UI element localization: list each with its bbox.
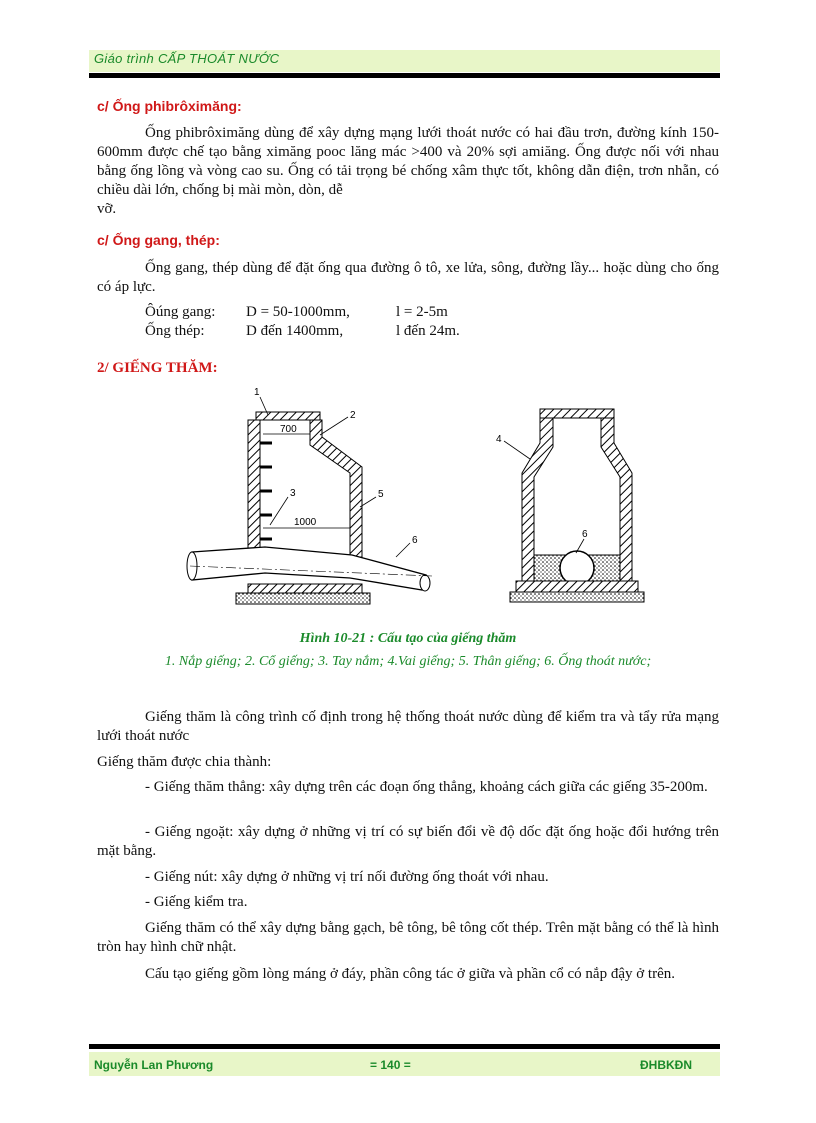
page-number: = 140 =: [370, 1058, 411, 1072]
foundation: [510, 592, 644, 602]
manhole-cover: [256, 412, 320, 420]
section-heading-fibro: c/ Ống phibrôximăng:: [97, 98, 242, 114]
spec-length: l = 2-5m: [396, 304, 448, 320]
header-rule: [89, 73, 720, 78]
spec-length: l đến 24m.: [396, 323, 460, 339]
footer-org: ĐHBKĐN: [640, 1058, 692, 1072]
figure-label: 6: [582, 529, 588, 540]
section-heading-manhole: 2/ GIẾNG THĂM:: [97, 360, 218, 376]
paragraph-steel: Ống gang, thép dùng để đặt ống qua đường ô tô, xe lửa, sông, đường lầy... hoặc dùng cho ống có áp lực.: [97, 260, 719, 295]
figure-caption-title: Hình 10-21 : Cấu tạo của giếng thăm: [299, 631, 517, 646]
manhole-section-view: [187, 387, 432, 604]
header-title: Giáo trình CẤP THOÁT NƯỚC: [94, 51, 280, 66]
figure-label: 3: [290, 488, 296, 499]
paragraph: Giếng thăm được chia thành:: [97, 754, 272, 770]
paragraph-fibro-end: vỡ.: [97, 201, 117, 217]
section-heading-steel: c/ Ống gang, thép:: [97, 232, 220, 248]
spec-name: Ống thép:: [145, 323, 205, 339]
paragraph: Giếng thăm có thể xây dựng bằng gạch, bê tông, bê tông cốt thép. Trên mặt bằng có thể là hình tròn hay hình chữ nhật.: [97, 920, 719, 955]
paragraph: Cấu tạo giếng gồm lòng máng ở đáy, phần công tác ở giữa và phần cổ có nắp đậy ở trên.: [145, 966, 675, 982]
pipe-end-right: [420, 575, 430, 591]
list-item: - Giếng nút: xây dựng ở những vị trí nối đường ống thoát với nhau.: [145, 869, 549, 885]
figure-label: 1: [254, 387, 260, 398]
paragraph-fibro: Ống phibrôximăng dùng để xây dựng mạng lưới thoát nước có hai đầu trơn, đường kính 150-600mm được chế tạo bằng ximăng pooc lăng mác >400 và 20% sợi amiăng. Ống được nối với nhau bằng ống lồng và vòng cao su. Ống có tải trọng bé chống xâm thực tốt, không dẫn điện, trơn nhẵn, có chiều dài lớn, chống bị mài mòn, dòn, dễ: [97, 125, 719, 198]
figure-label: 4: [496, 434, 502, 445]
leader-lines: [260, 397, 410, 557]
paragraph: Giếng thăm là công trình cố định trong hệ thống thoát nước dùng để kiểm tra và tẩy rửa mạng lưới thoát nước: [97, 709, 719, 744]
figure-caption-legend: 1. Nắp giếng; 2. Cổ giếng; 3. Tay nắm; 4.Vai giếng; 5. Thân giếng; 6. Ống thoát nước;: [164, 654, 652, 669]
foundation: [236, 593, 370, 604]
dim-label-mid: 1000: [294, 517, 317, 528]
footer-rule: [89, 1044, 720, 1049]
footer-author: Nguyễn Lan Phương: [94, 1058, 214, 1072]
spec-diameter: D đến 1400mm,: [246, 323, 344, 339]
spec-name: Ôúng gang:: [145, 304, 216, 320]
drain-pipe-section: [560, 551, 594, 585]
manhole-diagram: [170, 385, 650, 610]
dim-label-top: 700: [280, 424, 297, 435]
list-item: - Giếng kiểm tra.: [145, 894, 248, 910]
list-item: - Giếng thăm thẳng: xây dựng trên các đoạn ống thẳng, khoảng cách giữa các giếng 35-200m.: [145, 779, 708, 795]
manhole-neck-wall: [310, 420, 362, 557]
figure-label: 2: [350, 410, 356, 421]
list-item: - Giếng ngoặt: xây dựng ở những vị trí có sự biến đổi về độ dốc đặt ống hoặc đổi hướng trên mặt bằng.: [97, 824, 719, 859]
spec-diameter: D = 50-1000mm,: [246, 304, 350, 320]
manhole-cross-section-view: [496, 409, 644, 602]
manhole-base: [248, 584, 362, 593]
figure-label: 6: [412, 535, 418, 546]
manhole-cover: [540, 409, 614, 418]
manhole-left-wall: [248, 420, 260, 560]
figure-label: 5: [378, 489, 384, 500]
manhole-base: [516, 581, 638, 592]
